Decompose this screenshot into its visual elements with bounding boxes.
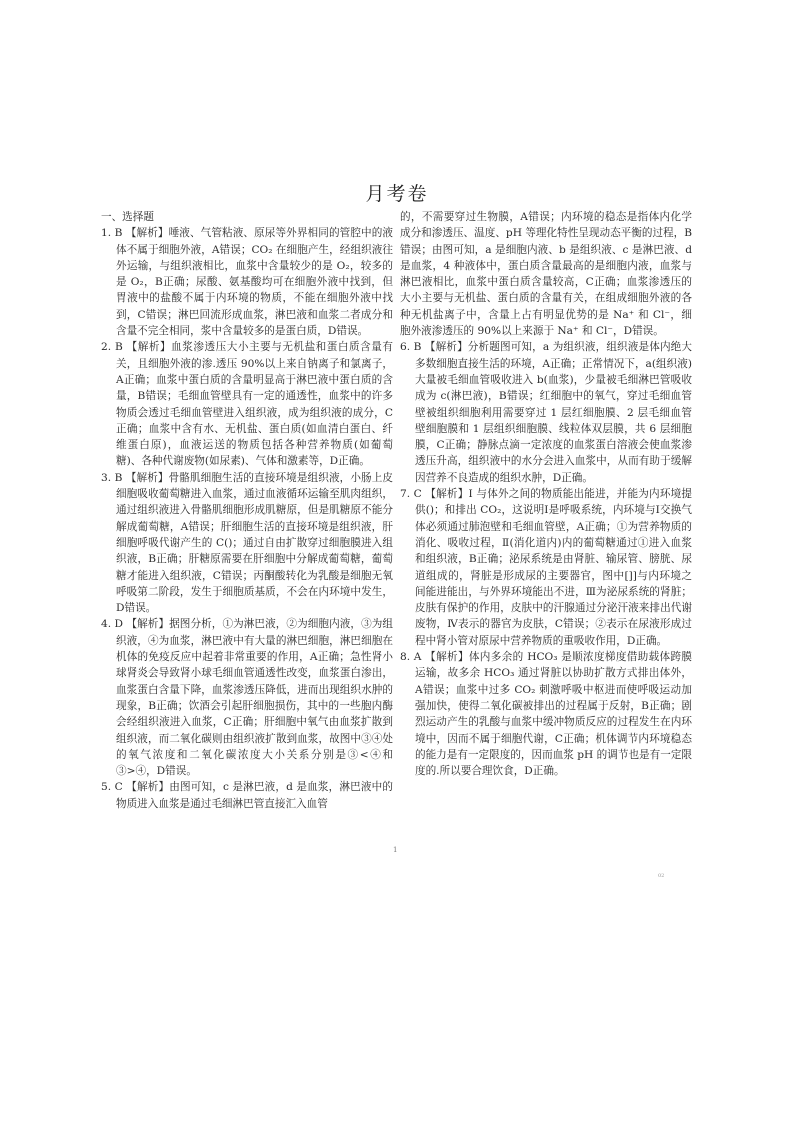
answer-item-8: 8. A 【解析】体内多余的 HCO₃ 是顺浓度梯度借助载体跨膜运输，故多余 HCO₃ 通过肾脏以协助扩散方式排出体外，A错误；血浆中过多 CO₂ 刺激呼吸中枢进而使呼吸运动加强加快，使得二氧化碳被排出的过程属于反射，B正确；剧烈运动产生的乳酸与血浆中缓冲物质反应的过程发生在内环境中，因而不属于细胞代谢，C正确；机体调节内环境稳态的能力是有一定限度的，因而血浆 pH 的调节也是有一定限度的.所以要合理饮食，D正确。 bbox=[400, 651, 693, 778]
page-title: 月考卷 bbox=[365, 183, 429, 205]
answer-item-7: 7. C 【解析】Ⅰ 与体外之间的物质能出能进，并能为内环境提供()；和排出 CO₂，这说明Ⅰ是呼吸系统，内环境与Ⅰ交换气体必须通过肺泡壁和毛细血管壁，A正确；①为营养物质的消化、吸收过程，Ⅱ(消化道内)内的葡萄糖通过①进入血浆和组织液，B正确；泌尿系统是由肾脏、输尿管、膀胱、尿道组成的，肾脏是形成尿的主要器官，图中[]]与内环境之间能进能出，与外界环境能出不进，Ⅲ为泌尿系统的肾脏；皮肤有保护的作用，皮肤中的汗腺通过分泌汗液来排出代谢废物，Ⅳ表示的器官为皮肤，C错误；②表示在尿液形成过程中肾小管对原尿中营养物质的重吸收作用，D正确。 bbox=[400, 488, 692, 647]
page-number: 1 bbox=[393, 846, 398, 854]
answer-item-4: 4. D 【解析】据图分析，①为淋巴液，②为细胞内液，③为组织液，④为血浆，淋巴液中有大量的淋巴细胞，淋巴细胞在机体的免疫反应中起着非常重要的作用，A正确；急性肾小球肾炎会导致肾小球毛细血管通透性改变，血浆蛋白渗出，血浆蛋白含量下降，血浆渗透压降低，进而出现组织水肿的现象，B正确；饮酒会引起肝细胞损伤，其中的一些胞内酶会经组织液进入血浆，C正确；肝细胞中氧气由血浆扩散到组织液，而二氧化碳则由组织液扩散到血浆，故图中③④处的氧气浓度和二氧化碳浓度大小关系分别是③<④和③>④，D错误。 bbox=[101, 618, 393, 778]
left-column bbox=[101, 209, 393, 812]
corner-mark: 02 bbox=[658, 873, 665, 879]
answer-item-5: 5. C 【解析】由图可知，c 是淋巴液，d 是血浆，淋巴液中的物质进入血浆是通过毛细淋巴管直接汇入血管 bbox=[101, 781, 393, 810]
right-column bbox=[400, 209, 692, 779]
answer-item-3: 3. B 【解析】骨骼肌细胞生活的直接环境是组织液，小肠上皮细胞吸收葡萄糖进入血浆，通过血液循环运输至肌肉组织，通过组织液进入骨骼肌细胞形成肌糖原，但是肌糖原不能分解成葡萄糖，A错误；肝细胞生活的直接环境是组织液，肝细胞呼吸代谢产生的 C()；通过自由扩散穿过细胞膜进入组织液，B正确；肝糖原需要在肝细胞中分解成葡萄糖，葡萄糖才能进入组织液，C错误；丙酮酸转化为乳酸是细胞无氧呼吸第二阶段，发生于细胞质基质，不会在内环境中发生，D错误。 bbox=[101, 471, 393, 615]
section-heading: 一、选择题 bbox=[101, 211, 154, 223]
answer-item-6: 6. B 【解析】分析题图可知，a 为组织液，组织液是体内绝大多数细胞直接生活的环境，A正确；正常情况下，a(组织液)大量被毛细血管吸收进入 b(血浆)，少量被毛细淋巴管吸收成为 c(淋巴液)，B错误；红细胞中的氧气，穿过毛细血管壁被组织细胞利用需要穿过 1 层红细胞膜、2 层毛细血管壁细胞膜和 1 层组织细胞膜、线粒体双层膜，共 6 层细胞膜，C正确；静脉点滴一定浓度的血浆蛋白溶液会使血浆渗透压升高，组织液中的水分会进入血浆中，从而有助于缓解因营养不良造成的组织水肿，D正确。 bbox=[400, 341, 692, 484]
answer-item-1: 1. B 【解析】唾液、气管粘液、原尿等外界相同的管腔中的液体不属于细胞外液，A错误；CO₂ 在细胞产生，经组织液往外运输，与组织液相比，血浆中含量较少的是 O₂，较多的是 O₂，B正确；尿酸、氨基酸均可在细胞外液中找到，但胃液中的盐酸不属于内环境的物质，不能在细胞外液中找到，C错误；淋巴回流形成血浆，淋巴液和血浆二者成分和含量不完全相同，浆中含量较多的是蛋白质，D错误。 bbox=[101, 227, 393, 338]
answer-item-5-continued: 的，不需要穿过生物膜，A错误；内环境的稳态是指体内化学成分和渗透压、温度、pH 等理化特性呈现动态平衡的过程，B错误；由图可知，a 是细胞内液、b 是组织液、c 是淋巴液、d 是血浆，4 种液体中，蛋白质含量最高的是细胞内液，血浆与淋巴液相比，血浆中蛋白质含量较高，C正确；血浆渗透压的大小主要与无机盐、蛋白质的含量有关，在组成细胞外液的各种无机盐离子中，含量上占有明显优势的是 Na⁺ 和 Cl⁻，细胞外液渗透压的 90%以上来源于 Na⁺ 和 Cl⁻，D错误。 bbox=[400, 211, 693, 338]
answer-item-2: 2. B 【解析】血浆渗透压大小主要与无机盐和蛋白质含量有关，且细胞外液的渗.透压 90%以上来自钠离子和氯离子，A正确；血浆中蛋白质的含量明显高于淋巴液中蛋白质的含量，B错误；毛细血管壁具有一定的通透性，血浆中的许多物质会透过毛细血管壁进入组织液，成为组织液的成分，C正确；血浆中含有水、无机盐、蛋白质(如血清白蛋白、纤维蛋白原)，血液运送的物质包括各种营养物质(如葡萄糖)、各种代谢废物(如尿素)、气体和激素等，D正确。 bbox=[101, 341, 393, 468]
